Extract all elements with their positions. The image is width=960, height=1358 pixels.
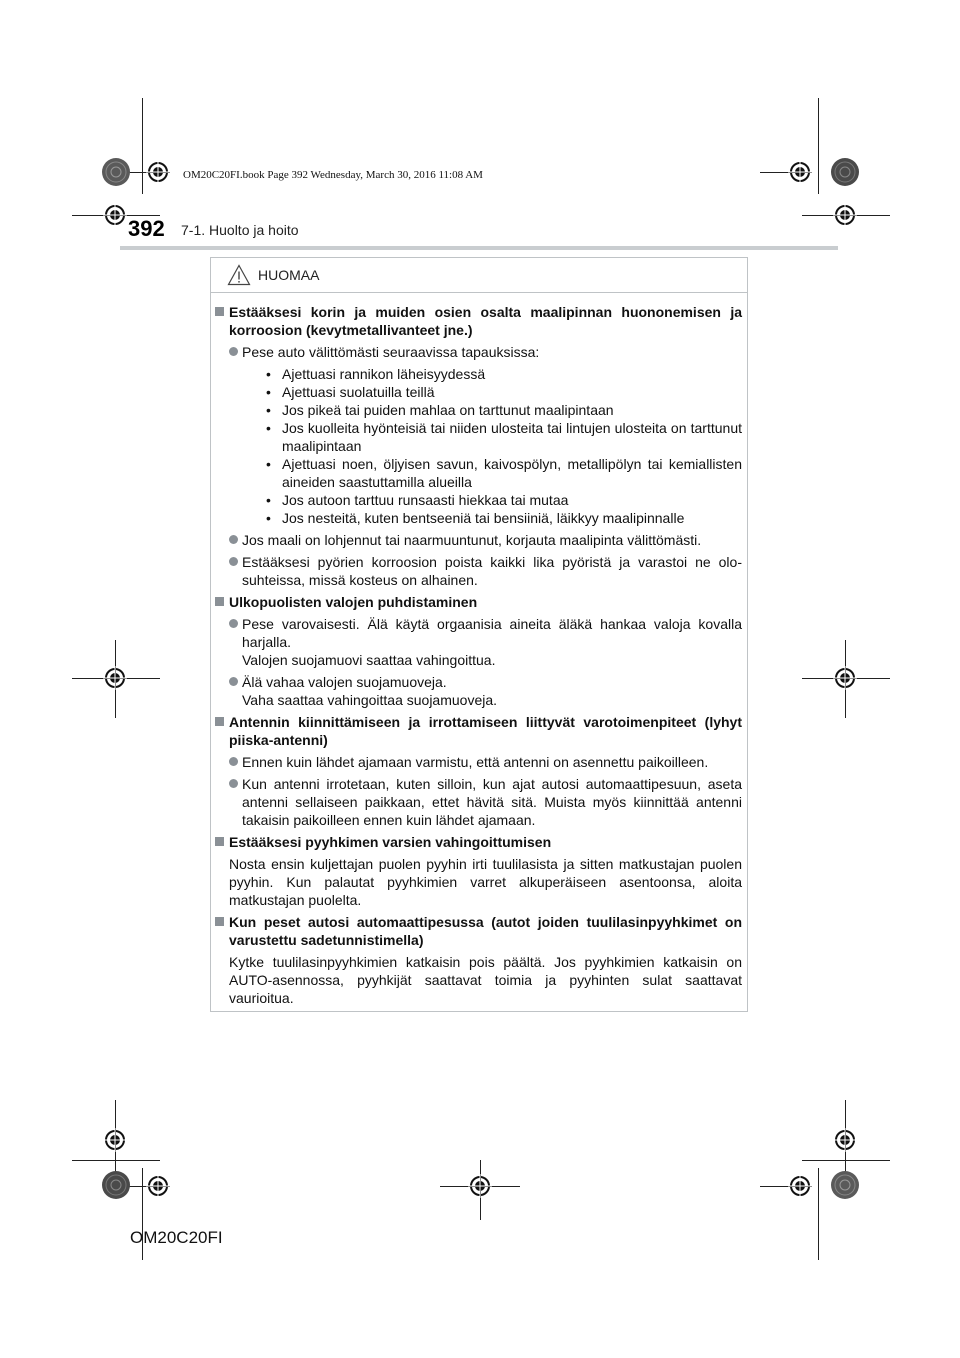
square-bullet-icon [215, 597, 224, 606]
section-paragraph: Kytke tuulilasinpyyhkimien katkaisin pois päältä. Jos pyyhkimien katkaisin on AUTO-asennossa, pyyhkijät saattavat toimia ja pyyhinten sulat saattavat vaurioitua. [229, 954, 742, 1006]
color-rosette-icon [101, 1170, 131, 1200]
notice-header [227, 262, 319, 288]
round-bullet-icon [229, 757, 238, 766]
square-bullet-icon [215, 717, 224, 726]
color-rosette-icon [830, 157, 860, 187]
list-item: Pese varovaisesti. Älä käytä orgaanisia aineita äläkä hankaa valoja kovalla harjalla. Valojen suojamuovi saattaa vahingoittua. [215, 615, 742, 669]
sub-list [242, 365, 742, 527]
list-item: Jos maali on lohjennut tai naarmuuntunut, korjauta maalipinta välittömästi. [215, 531, 742, 549]
sub-list-item: • Jos autoon tarttuu runsaasti hiekkaa tai mutaa [266, 492, 569, 508]
round-bullet-icon [229, 347, 238, 356]
section-heading: Antennin kiinnittämiseen ja irrottamiseen liittyvät varotoimenpiteet (lyhyt piiska-antenni) [215, 713, 742, 749]
notice-divider [211, 292, 747, 293]
notice-content [215, 303, 742, 1011]
crop-line [72, 1160, 160, 1161]
square-bullet-icon [215, 917, 224, 926]
crop-line [818, 1168, 819, 1260]
registration-crosshair-icon [468, 1174, 492, 1198]
registration-crosshair-icon [103, 666, 127, 690]
sub-list-item: • Jos pikeä tai puiden mahlaa on tarttunut maalipintaan [266, 402, 614, 418]
list-item: Kun antenni irrotetaan, kuten silloin, kun ajat autosi automaattipesuun, aseta antenni sellaiseen paikkaan, ettet hävitä sitä. Muista myös kiinnittää antenni takaisin paikoilleen ennen kuin lähdet ajamaan. [215, 775, 742, 829]
warning-triangle-icon [227, 264, 251, 286]
sub-list-item: • Jos nesteitä, kuten bentseeniä tai bensiiniä, läikkyy maalipinnalle [266, 510, 685, 526]
section-heading: Ulkopuolisten valojen puhdistaminen [215, 593, 742, 611]
crop-line [142, 98, 143, 194]
crop-line [818, 98, 819, 194]
sub-list-item: • Ajettuasi suolatuilla teillä [266, 384, 435, 400]
page-number: 392 [128, 216, 165, 241]
round-bullet-icon [229, 535, 238, 544]
round-bullet-icon [229, 677, 238, 686]
notice-label: HUOMAA [258, 267, 320, 283]
color-rosette-icon [101, 157, 131, 187]
square-bullet-icon [215, 307, 224, 316]
round-bullet-icon [229, 619, 238, 628]
section-heading: Estääksesi korin ja muiden osien osalta maalipinnan huononemisen ja korroosion (kevytmetallivanteet jne.) [215, 303, 742, 339]
registration-crosshair-icon [833, 1128, 857, 1152]
round-bullet-icon [229, 779, 238, 788]
section-title: 7-1. Huolto ja hoito [181, 222, 299, 238]
registration-crosshair-icon [146, 160, 170, 184]
sub-list-item: • Ajettuasi rannikon läheisyydessä [266, 366, 486, 382]
header-rule [120, 246, 838, 250]
section-paragraph: Nosta ensin kuljettajan puolen pyyhin irti tuulilasista ja sitten matkustajan puolen pyyhin. Kun palautat pyyhkimien varret alkuperäiseen asentoonsa, aloita matkustajan puolelta. [229, 856, 742, 908]
document-code: OM20C20FI [130, 1228, 223, 1247]
crop-line [802, 1160, 890, 1161]
registration-crosshair-icon [788, 1174, 812, 1198]
registration-crosshair-icon [103, 203, 127, 227]
round-bullet-icon [229, 557, 238, 566]
book-stamp: OM20C20FI.book Page 392 Wednesday, March 30, 2016 11:08 AM [183, 169, 483, 181]
list-item-text: Pese auto välittömästi seuraavissa tapauksissa: [242, 344, 540, 360]
sub-list-item: • Ajettuasi noen, öljyisen savun, kaivospölyn, metallipölyn tai kemiallisten aineiden saastuttamilla alueilla [266, 456, 742, 490]
registration-crosshair-icon [788, 160, 812, 184]
list-item: Älä vahaa valojen suojamuoveja. Vaha saattaa vahingoittaa suojamuoveja. [215, 673, 742, 709]
square-bullet-icon [215, 837, 224, 846]
list-item [215, 343, 742, 527]
registration-crosshair-icon [833, 666, 857, 690]
registration-crosshair-icon [103, 1128, 127, 1152]
registration-crosshair-icon [833, 203, 857, 227]
list-item: Estääksesi pyörien korroosion poista kaikki lika pyöristä ja varastoi ne olosuhteissa, missä kosteus on alhainen. [215, 553, 742, 589]
notice-box [210, 257, 748, 1012]
section-heading: Estääksesi pyyhkimen varsien vahingoittumisen [215, 833, 742, 851]
list-item: Ennen kuin lähdet ajamaan varmistu, että antenni on asennettu paikoilleen. [215, 753, 742, 771]
color-rosette-icon [830, 1170, 860, 1200]
sub-list-item: • Jos kuolleita hyönteisiä tai niiden ulosteita tai lintujen ulosteita on tarttunut maalipintaan [266, 420, 742, 454]
registration-crosshair-icon [146, 1174, 170, 1198]
section-heading: Kun peset autosi automaattipesussa (autot joiden tuulilasinpyyhkimet on varustettu sadetunnistimella) [215, 913, 742, 949]
